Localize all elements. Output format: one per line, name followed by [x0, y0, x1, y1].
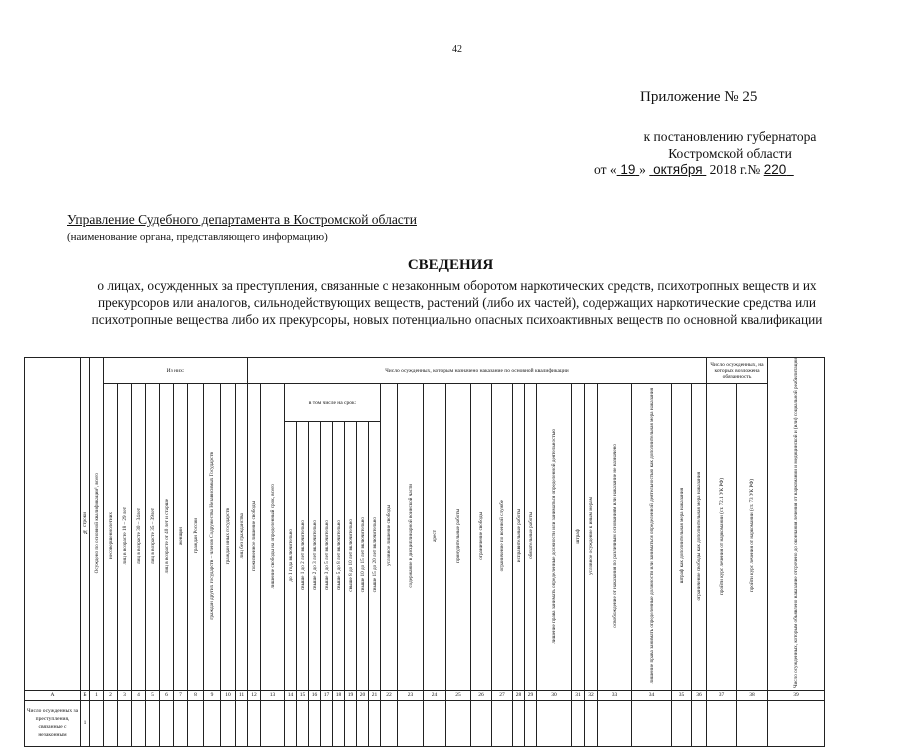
table-cell — [369, 700, 381, 746]
col-header-20: свыше 10 до 15 лет включительно — [357, 422, 369, 691]
table-cell — [345, 700, 357, 746]
colnum: 13 — [261, 690, 285, 700]
col-header-30: лишение права занимать определенные должности или заниматься определенной деятельностью — [537, 384, 572, 691]
colnum: 30 — [537, 690, 572, 700]
col-header-24: арест — [424, 384, 446, 691]
table-cell — [381, 700, 398, 746]
col-header-4: лиц в возрасте 30 – 34лет — [132, 384, 146, 691]
colnum: 25 — [446, 690, 471, 700]
colnum: 28 — [513, 690, 525, 700]
group-header-obligation: Число осужденных, на которых возложена обязанность — [707, 358, 768, 384]
colnum: 23 — [398, 690, 424, 700]
col-header-17: свыше 3 до 5 лет включительно — [321, 422, 333, 691]
table-cell — [285, 700, 297, 746]
colnum: 35 — [672, 690, 692, 700]
row-label: Число осужденных за преступления, связанные с незаконным — [25, 700, 81, 746]
table-cell — [174, 700, 188, 746]
colnum: 1 — [90, 690, 104, 700]
colnum: 22 — [381, 690, 398, 700]
col-header-3: лиц в возрасте 18 – 29 лет — [118, 384, 132, 691]
col-header-13: лишение свободы на определенный срок, всего — [261, 384, 285, 691]
colnum: 29 — [525, 690, 537, 700]
col-header-a — [25, 358, 81, 691]
colnum: 31 — [572, 690, 585, 700]
table-cell — [492, 700, 513, 746]
table-cell — [707, 700, 737, 746]
table-cell — [90, 700, 104, 746]
colnum: 6 — [160, 690, 174, 700]
col-header-18: свыше 5 до 8 лет включительно — [333, 422, 345, 691]
table-cell — [398, 700, 424, 746]
report-heading: СВЕДЕНИЯ — [407, 257, 494, 273]
colnum: 18 — [333, 690, 345, 700]
col-header-11: лиц без гражданства — [236, 384, 248, 691]
colnum: 3 — [118, 690, 132, 700]
table-cell — [236, 700, 248, 746]
table-cell — [188, 700, 204, 746]
col-header-31: штраф — [572, 384, 585, 691]
col-header-29: обязательные работы — [525, 384, 537, 691]
col-header-37: пройти курс лечения от наркомании (ст. 72.1 УК РФ) — [707, 384, 737, 691]
table-cell — [572, 700, 585, 746]
col-header-28: исправительные работы — [513, 384, 525, 691]
table-cell — [471, 700, 492, 746]
decree-reference — [630, 128, 830, 162]
table-cell — [160, 700, 174, 746]
colnum: 19 — [345, 690, 357, 700]
report-description: о лицах, осужденных за преступления, связанные с незаконным оборотом наркотических средств, психотропных веществ и их прекурсоров или аналогов, сильнодействующих веществ, растений (либо их частей), содержащих наркотические средства или психотропные вещества либо их прекурсоры, новых потенциально опасных психоактивных веществ по основной квалификации — [91, 278, 823, 327]
col-header-1: Осуждено по основной квалификации¹, всего — [90, 358, 104, 691]
decree-date — [594, 162, 794, 178]
colnum: 2 — [104, 690, 118, 700]
col-header-10: граждан иных государств — [221, 384, 236, 691]
decree-date-prefix: от « — [594, 162, 617, 177]
colnum: 17 — [321, 690, 333, 700]
table-cell — [132, 700, 146, 746]
colnum: 39 — [768, 690, 825, 700]
table-cell — [737, 700, 768, 746]
colnum: 5 — [146, 690, 160, 700]
col-header-34: лишение права занимать определенные должности или заниматься определенной деятельностью как дополнительная мера наказания — [632, 384, 672, 691]
colnum: 26 — [471, 690, 492, 700]
table-cell — [537, 700, 572, 746]
col-header-6: лиц в возрасте от 40 лет и старше — [160, 384, 174, 691]
table-row — [25, 700, 825, 746]
col-header-19: свыше 8 до 10 лет включительно — [345, 422, 357, 691]
colnum: 4 — [132, 690, 146, 700]
col-header-21: свыше 15 до 20 лет включительно — [369, 422, 381, 691]
table-cell — [221, 700, 236, 746]
colnum: 37 — [707, 690, 737, 700]
colnum: 8 — [188, 690, 204, 700]
decree-line-1: к постановлению губернатора — [643, 129, 817, 144]
colnum: А — [25, 690, 81, 700]
colnum: 14 — [285, 690, 297, 700]
col-header-25: принудительные работы — [446, 384, 471, 691]
table-cell — [692, 700, 707, 746]
organization-name: Управление Судебного департамента в Костромской области — [67, 212, 417, 227]
table-cell — [525, 700, 537, 746]
colnum: Б — [81, 690, 90, 700]
decree-day: 19 — [620, 162, 636, 177]
decree-month: октября — [653, 162, 703, 177]
decree-date-mid: » — [639, 162, 646, 177]
colnum: 10 — [221, 690, 236, 700]
table-cell — [297, 700, 309, 746]
colnum: 24 — [424, 690, 446, 700]
column-number-row — [25, 690, 825, 700]
colnum: 12 — [248, 690, 261, 700]
table-cell — [424, 700, 446, 746]
col-header-22: условное лишение свободы — [381, 384, 398, 691]
colnum: 21 — [369, 690, 381, 700]
colnum: 36 — [692, 690, 707, 700]
decree-year: 2018 г.№ — [709, 162, 761, 177]
colnum: 33 — [598, 690, 632, 700]
col-header-16: свыше 2 до 3 лет включительно — [309, 422, 321, 691]
colnum: 9 — [204, 690, 221, 700]
table-cell — [118, 700, 132, 746]
organization-note: (наименование органа, представляющего информацию) — [67, 231, 328, 243]
col-header-12: пожизненное лишение свободы — [248, 384, 261, 691]
col-header-39: Число осужденных, которым объявлено наказание отсрочено до окончания лечения от наркомании и медицинской и (или) социальной реабилитации — [768, 358, 825, 691]
colnum: 16 — [309, 690, 321, 700]
decree-line-2: Костромской области — [668, 146, 792, 161]
colnum: 32 — [585, 690, 598, 700]
col-header-27: ограничение по военной службе — [492, 384, 513, 691]
table-cell — [672, 700, 692, 746]
table-cell — [598, 700, 632, 746]
table-cell — [146, 700, 160, 746]
group-header-convicted-main: Число осужденных, которым назначено наказание по основной квалификации — [248, 358, 707, 384]
col-header-32: условное осуждение к иным мерам — [585, 384, 598, 691]
table-cell — [248, 700, 261, 746]
statistics-table — [24, 357, 825, 747]
table-cell — [321, 700, 333, 746]
colnum: 34 — [632, 690, 672, 700]
col-header-36: ограничение свободы как дополнительная мера наказания — [692, 384, 707, 691]
col-header-2: несовершеннолетних — [104, 384, 118, 691]
group-header-of-them: Из них: — [104, 358, 248, 384]
col-header-row-no: № строки — [81, 358, 90, 691]
table-cell — [585, 700, 598, 746]
col-header-5: лиц в возрасте 35 – 39лет — [146, 384, 160, 691]
table-cell — [513, 700, 525, 746]
col-header-23: содержание в дисциплинарной воинской части — [398, 384, 424, 691]
colnum: 15 — [297, 690, 309, 700]
table-cell — [104, 700, 118, 746]
table-cell — [768, 700, 825, 746]
table-cell — [204, 700, 221, 746]
table-cell — [333, 700, 345, 746]
col-header-38: пройти курс лечения от наркомании (ст. 73 УК РФ) — [737, 384, 768, 691]
col-header-9: граждан других государств – членов Содружества Независимых Государств — [204, 384, 221, 691]
col-header-8: граждан России — [188, 384, 204, 691]
decree-number: 220 — [763, 162, 787, 177]
colnum: 7 — [174, 690, 188, 700]
colnum: 20 — [357, 690, 369, 700]
col-header-26: ограничение свободы — [471, 384, 492, 691]
col-header-14: до 1 года включительно — [285, 422, 297, 691]
group-header-terms: в том числе на срок: — [285, 384, 381, 422]
annex-title: Приложение № 25 — [640, 89, 758, 105]
page-number: 42 — [452, 44, 462, 55]
col-header-7: женщин — [174, 384, 188, 691]
colnum: 11 — [236, 690, 248, 700]
table-cell — [261, 700, 285, 746]
colnum: 27 — [492, 690, 513, 700]
table-cell — [632, 700, 672, 746]
col-header-35: штраф как дополнительная мера наказания — [672, 384, 692, 691]
row-number: 1 — [81, 700, 90, 746]
table-cell — [357, 700, 369, 746]
table-cell — [309, 700, 321, 746]
table-cell — [446, 700, 471, 746]
col-header-15: свыше 1 до 2 лет включительно — [297, 422, 309, 691]
colnum: 38 — [737, 690, 768, 700]
col-header-33: освобождение от наказания по различным основаниям или наказание не назначено — [598, 384, 632, 691]
